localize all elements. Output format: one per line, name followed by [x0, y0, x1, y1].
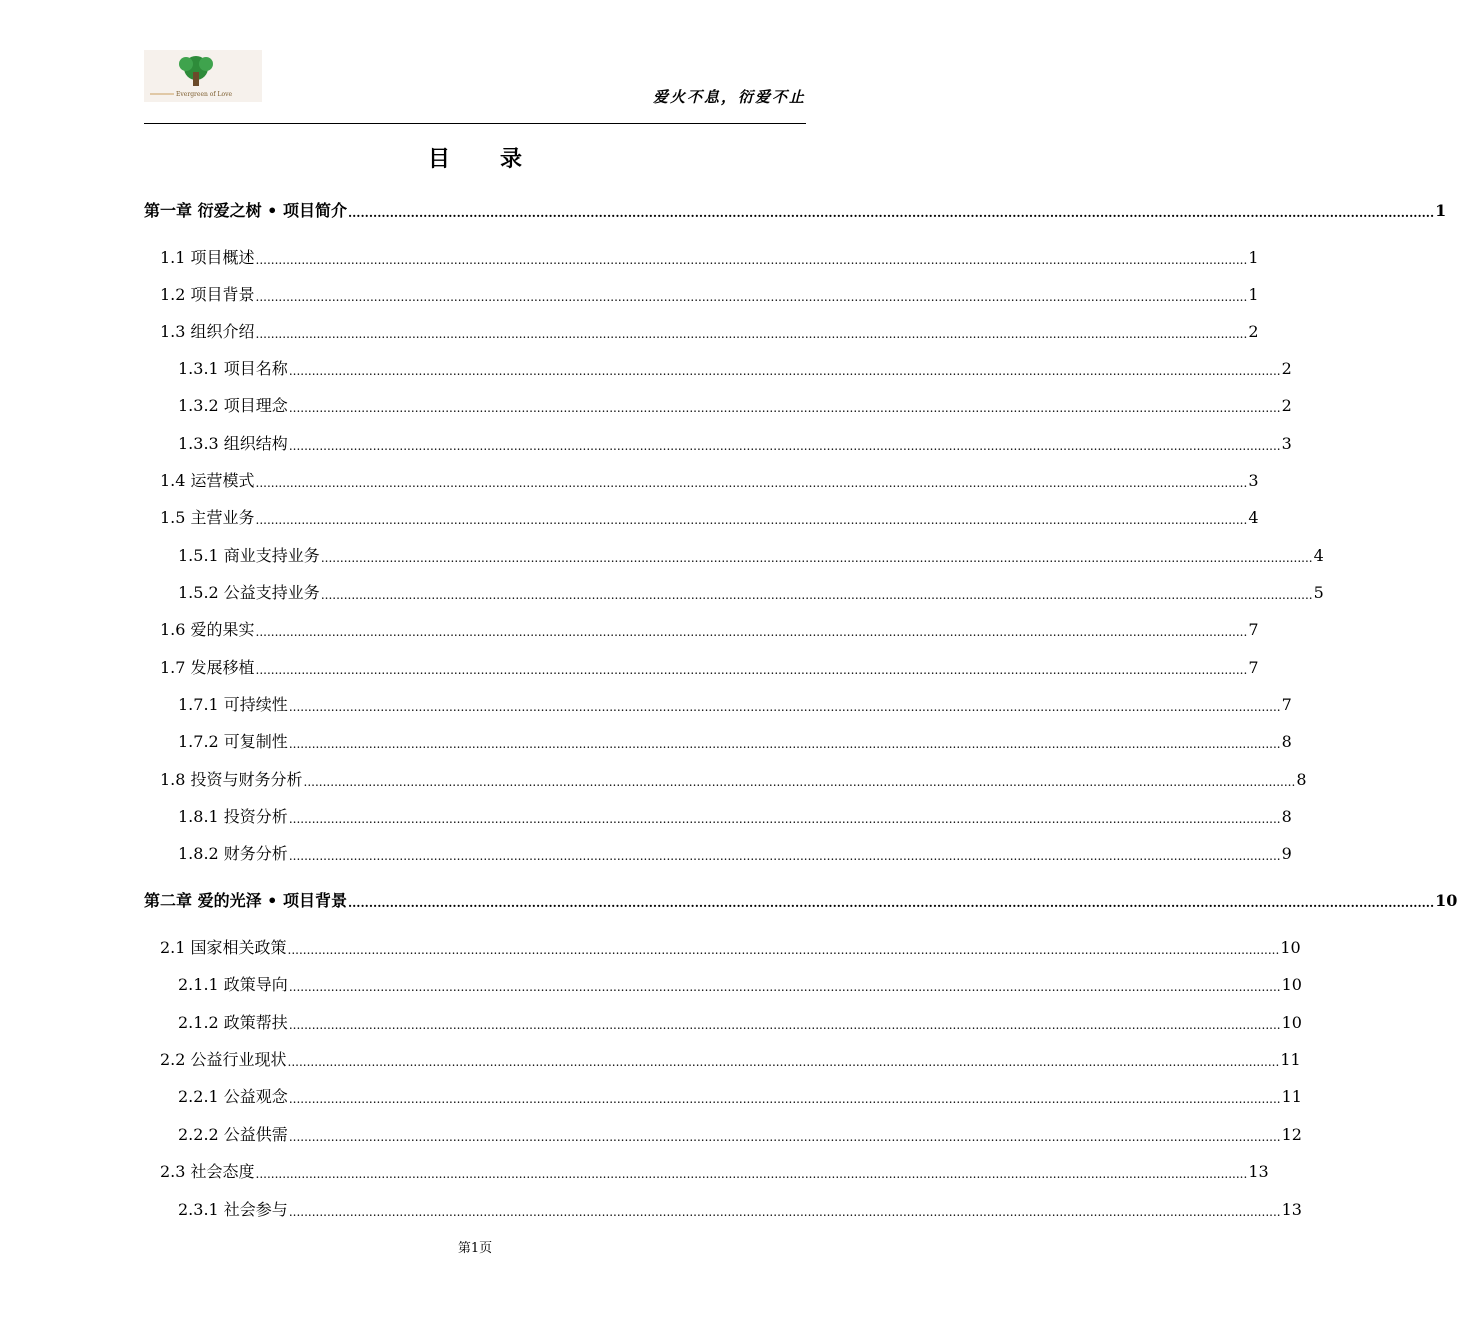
toc-leader-dots: .................................................................................................................................................................................................................................................................... — [287, 943, 1280, 957]
toc-entry-label: 1.8 投资与财务分析 — [160, 770, 303, 789]
page-header — [144, 46, 806, 124]
toc-entry-label: 1.7.2 可复制性 — [178, 732, 288, 751]
toc-entry-page: 8 — [1296, 770, 1307, 789]
toc-entry-label: 2.2 公益行业现状 — [160, 1050, 287, 1069]
toc-entry-label: 第二章 爱的光泽 • 项目背景 — [144, 891, 347, 910]
toc-leader-dots: .................................................................................................................................................................................................................................................................... — [288, 401, 1281, 415]
page-number: 第1页 — [457, 1241, 493, 1256]
toc-leader-dots: .................................................................................................................................................................................................................................................................... — [288, 700, 1281, 714]
toc-entry-label: 2.3 社会态度 — [160, 1162, 255, 1181]
toc-entry-page: 8 — [1281, 807, 1292, 826]
toc-entry-page: 10 — [1281, 1013, 1302, 1032]
toc-entry-label: 1.6 爱的果实 — [160, 620, 255, 639]
toc-entry[interactable] — [144, 891, 1457, 911]
logo — [144, 50, 262, 102]
toc-entry[interactable] — [160, 938, 1301, 958]
toc-entry-label: 1.5.2 公益支持业务 — [178, 583, 320, 602]
toc-entry-label: 2.2.2 公益供需 — [178, 1125, 288, 1144]
toc-entry[interactable] — [160, 322, 1259, 342]
toc-entry[interactable] — [160, 770, 1307, 790]
toc-entry-page: 2 — [1281, 396, 1292, 415]
toc-entry-page: 11 — [1281, 1087, 1302, 1106]
toc-leader-dots: .................................................................................................................................................................................................................................................................... — [255, 513, 1248, 527]
toc-entry-page: 2 — [1248, 322, 1259, 341]
toc-entry[interactable] — [178, 546, 1324, 566]
toc-entry-label: 1.1 项目概述 — [160, 248, 255, 267]
header-divider — [144, 123, 806, 124]
toc-entry-label: 1.3.2 项目理念 — [178, 396, 288, 415]
toc-entry[interactable] — [178, 695, 1292, 715]
toc-entry-page: 7 — [1248, 658, 1259, 677]
toc-entry-label: 1.7.1 可持续性 — [178, 695, 288, 714]
toc-leader-dots: .................................................................................................................................................................................................................................................................... — [303, 775, 1296, 789]
toc-entry-label: 2.3.1 社会参与 — [178, 1200, 288, 1219]
toc-entry-page: 1 — [1248, 285, 1259, 304]
toc-entry-page: 8 — [1281, 732, 1292, 751]
toc-entry-label: 2.1.1 政策导向 — [178, 975, 288, 994]
toc-entry-label: 1.3 组织介绍 — [160, 322, 255, 341]
toc-leader-dots: .................................................................................................................................................................................................................................................................... — [255, 1167, 1248, 1181]
toc-leader-dots: .................................................................................................................................................................................................................................................................... — [255, 253, 1248, 267]
toc-entry[interactable] — [160, 620, 1259, 640]
toc-entry-page: 4 — [1248, 508, 1259, 527]
toc-entry-label: 1.5 主营业务 — [160, 508, 255, 527]
toc-leader-dots: .................................................................................................................................................................................................................................................................... — [288, 1205, 1281, 1219]
toc-entry-page: 3 — [1281, 434, 1292, 453]
toc-entry-label: 2.2.1 公益观念 — [178, 1087, 288, 1106]
toc-entry-page: 1 — [1435, 201, 1447, 220]
toc-entry-page: 3 — [1248, 471, 1259, 490]
toc-leader-dots: .................................................................................................................................................................................................................................................................... — [347, 896, 1435, 910]
toc-entry-page: 9 — [1281, 844, 1292, 863]
toc-entry-label: 1.5.1 商业支持业务 — [178, 546, 320, 565]
toc-entry-page: 5 — [1313, 583, 1324, 602]
tree-logo-icon — [144, 50, 262, 102]
toc-title: 目录 — [427, 147, 572, 172]
toc-entry-page: 10 — [1435, 891, 1457, 910]
toc-entry-label: 1.7 发展移植 — [160, 658, 255, 677]
toc-leader-dots: .................................................................................................................................................................................................................................................................... — [288, 1130, 1281, 1144]
toc-entry[interactable] — [178, 844, 1292, 864]
toc-entry[interactable] — [160, 285, 1259, 305]
toc-leader-dots: .................................................................................................................................................................................................................................................................... — [288, 1092, 1281, 1106]
toc-leader-dots: .................................................................................................................................................................................................................................................................... — [320, 551, 1313, 565]
toc-leader-dots: .................................................................................................................................................................................................................................................................... — [288, 439, 1281, 453]
toc-entry-page: 2 — [1281, 359, 1292, 378]
toc-entry-label: 1.3.3 组织结构 — [178, 434, 288, 453]
toc-leader-dots: .................................................................................................................................................................................................................................................................... — [288, 1018, 1281, 1032]
toc-entry-page: 12 — [1281, 1125, 1302, 1144]
toc-entry-label: 2.1.2 政策帮扶 — [178, 1013, 288, 1032]
toc-entry[interactable] — [160, 1050, 1301, 1070]
toc-leader-dots: .................................................................................................................................................................................................................................................................... — [255, 476, 1248, 490]
toc-leader-dots: .................................................................................................................................................................................................................................................................... — [255, 327, 1248, 341]
toc-entry[interactable] — [160, 508, 1259, 528]
toc-entry-label: 1.8.1 投资分析 — [178, 807, 288, 826]
toc-entry[interactable] — [160, 658, 1259, 678]
toc-leader-dots: .................................................................................................................................................................................................................................................................... — [288, 737, 1281, 751]
toc-entry-page: 11 — [1280, 1050, 1301, 1069]
toc-entry-page: 10 — [1280, 938, 1301, 957]
toc-entry[interactable] — [178, 1125, 1302, 1145]
toc-leader-dots: .................................................................................................................................................................................................................................................................... — [288, 364, 1281, 378]
toc-leader-dots: .................................................................................................................................................................................................................................................................... — [288, 980, 1281, 994]
toc-entry[interactable] — [160, 471, 1259, 491]
toc-entry[interactable] — [178, 975, 1302, 995]
toc-entry[interactable] — [178, 1087, 1302, 1107]
toc-entry[interactable] — [178, 396, 1292, 416]
toc-entry-page: 13 — [1248, 1162, 1269, 1181]
toc-entry-label: 第一章 衍爱之树 • 项目简介 — [144, 201, 347, 220]
toc-entry-page: 1 — [1248, 248, 1259, 267]
toc-entry[interactable] — [178, 359, 1292, 379]
toc-leader-dots: .................................................................................................................................................................................................................................................................... — [288, 849, 1281, 863]
toc-entry[interactable] — [160, 1162, 1269, 1182]
toc-leader-dots: .................................................................................................................................................................................................................................................................... — [287, 1055, 1280, 1069]
toc-entry[interactable] — [178, 807, 1292, 827]
toc-entry-page: 13 — [1281, 1200, 1302, 1219]
toc-entry-label: 1.8.2 财务分析 — [178, 844, 288, 863]
toc-leader-dots: .................................................................................................................................................................................................................................................................... — [255, 663, 1248, 677]
toc-entry-page: 7 — [1281, 695, 1292, 714]
toc-leader-dots: .................................................................................................................................................................................................................................................................... — [255, 290, 1248, 304]
toc-entry-label: 1.4 运营模式 — [160, 471, 255, 490]
toc-entry[interactable] — [178, 583, 1324, 603]
toc-entry-page: 10 — [1281, 975, 1302, 994]
toc-entry[interactable] — [178, 1013, 1302, 1033]
logo-text: Evergreen of Love — [176, 91, 233, 98]
toc-entry[interactable] — [178, 434, 1292, 454]
toc-entry-page: 7 — [1248, 620, 1259, 639]
toc-entry-label: 1.3.1 项目名称 — [178, 359, 288, 378]
toc-entry[interactable] — [178, 1200, 1302, 1220]
toc-leader-dots: .................................................................................................................................................................................................................................................................... — [347, 206, 1435, 220]
toc-entry-label: 2.1 国家相关政策 — [160, 938, 287, 957]
toc-leader-dots: .................................................................................................................................................................................................................................................................... — [320, 588, 1313, 602]
toc-entry[interactable] — [144, 201, 1447, 221]
toc-leader-dots: .................................................................................................................................................................................................................................................................... — [255, 625, 1248, 639]
header-slogan: 爱火不息，衍爱不止 — [652, 88, 806, 106]
toc-entry-page: 4 — [1313, 546, 1324, 565]
toc-entry[interactable] — [178, 732, 1292, 752]
toc-leader-dots: .................................................................................................................................................................................................................................................................... — [288, 812, 1281, 826]
toc-entry-label: 1.2 项目背景 — [160, 285, 255, 304]
toc-entry[interactable] — [160, 248, 1259, 268]
